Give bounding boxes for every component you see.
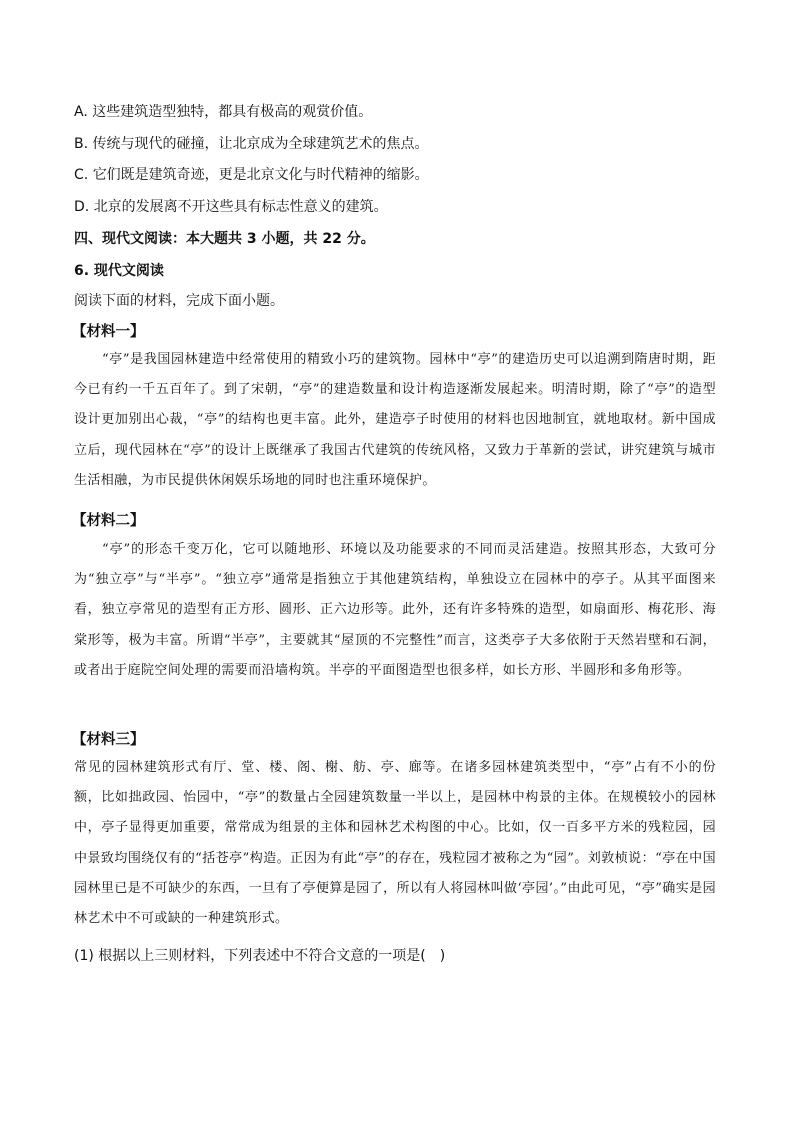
option-a-text: 这些建筑造型独特，都具有极高的观赏价值。 [92,104,373,120]
option-c [74,166,429,184]
material-2-text: “亭”的形态千变万化，它可以随地形、环境以及功能要求的不同而灵活建造。按照其形态，大致可分为“独立亭”与“半亭”。“独立亭”通常是指独立于其他建筑结构，单独设立在园林中的亭子。从其平面图来看，独立亭常见的造型有正方形、圆形、正六边形等。此外，还有许多特殊的造型，如扇面形、梅花形、海棠形等，极为丰富。所谓“半亭”，主要就其“屋顶的不完整性”而言，这类亭子大多依附于天然岩壁和石洞，或者出于庭院空间处理的需要而沿墙构筑。半亭的平面图造型也很多样，如长方形、半圆形和多角形等。 [74,542,716,678]
section-middle: 小题，共 [256,231,323,247]
section-score: 22 [322,231,342,247]
question-title: 6. 现代文阅读 [74,263,164,279]
option-a-label: A. [74,104,88,120]
material-1-text: “亭”是我国园林建造中经常使用的精致小巧的建筑物。园林中“亭”的建造历史可以追溯到隋唐时期，距今已有约一千五百年了。到了宋朝，“亭”的建造数量和设计构造逐渐发展起来。明清时期，除了“亭”的造型设计更加别出心裁，“亭”的结构也更丰富。此外，建造亭子时使用的材料也因地制宜，就地取材。新中国成立后，现代园林在“亭”的设计上既继承了我国古代建筑的传统风格，又致力于革新的尝试，讲究建筑与城市生活相融，为市民提供休闲娱乐场地的同时也注重环境保护。 [74,352,716,488]
option-c-text: 它们既是建筑奇迹，更是北京文化与时代精神的缩影。 [92,167,429,183]
option-d-label: D. [74,199,90,215]
option-b [74,135,429,153]
section-prefix: 四、现代文阅读：本大题共 [74,231,247,247]
material-3-text: 常见的园林建筑形式有厅、堂、楼、阁、榭、舫、亭、廊等。在诸多园林建筑类型中，“亭”占有不小的份额，比如拙政园、怡园中，“亭”的数量占全园建筑数量一半以上，是园林中构景的主体。在规模较小的园林中，亭子显得更加重要，常常成为组景的主体和园林艺术构图的中心。比如，仅一百多平方米的残粒园，园中景致均围绕仅有的“括苍亭”构造。正因为有此“亭”的存在，残粒园才被称之为“园”。刘敦桢说：“亭在中国园林里已是不可缺少的东西，一旦有了亭便算是园了，所以有人将园林叫做‘亭园’。”由此可见，“亭”确实是园林艺术中不可或缺的一种建筑形式。 [74,760,716,927]
sub-question-1: (1) 根据以上三则材料，下列表述中不符合文意的一项是( ) [74,948,446,964]
material-1-heading: 【材料一】 [72,324,145,340]
option-a [74,103,372,121]
instruction: 阅读下面的材料，完成下面小题。 [74,293,284,309]
option-b-label: B. [74,136,89,152]
material-2-heading: 【材料二】 [72,513,145,529]
section-heading [74,230,375,248]
option-c-label: C. [74,167,89,183]
option-b-text: 传统与现代的碰撞，让北京成为全球建筑艺术的焦点。 [92,136,429,152]
option-d [74,198,388,216]
option-d-text: 北京的发展离不开这些具有标志性意义的建筑。 [93,199,388,215]
section-suffix: 分。 [341,231,375,247]
material-3-heading: 【材料三】 [72,732,145,748]
section-count: 3 [246,231,257,247]
